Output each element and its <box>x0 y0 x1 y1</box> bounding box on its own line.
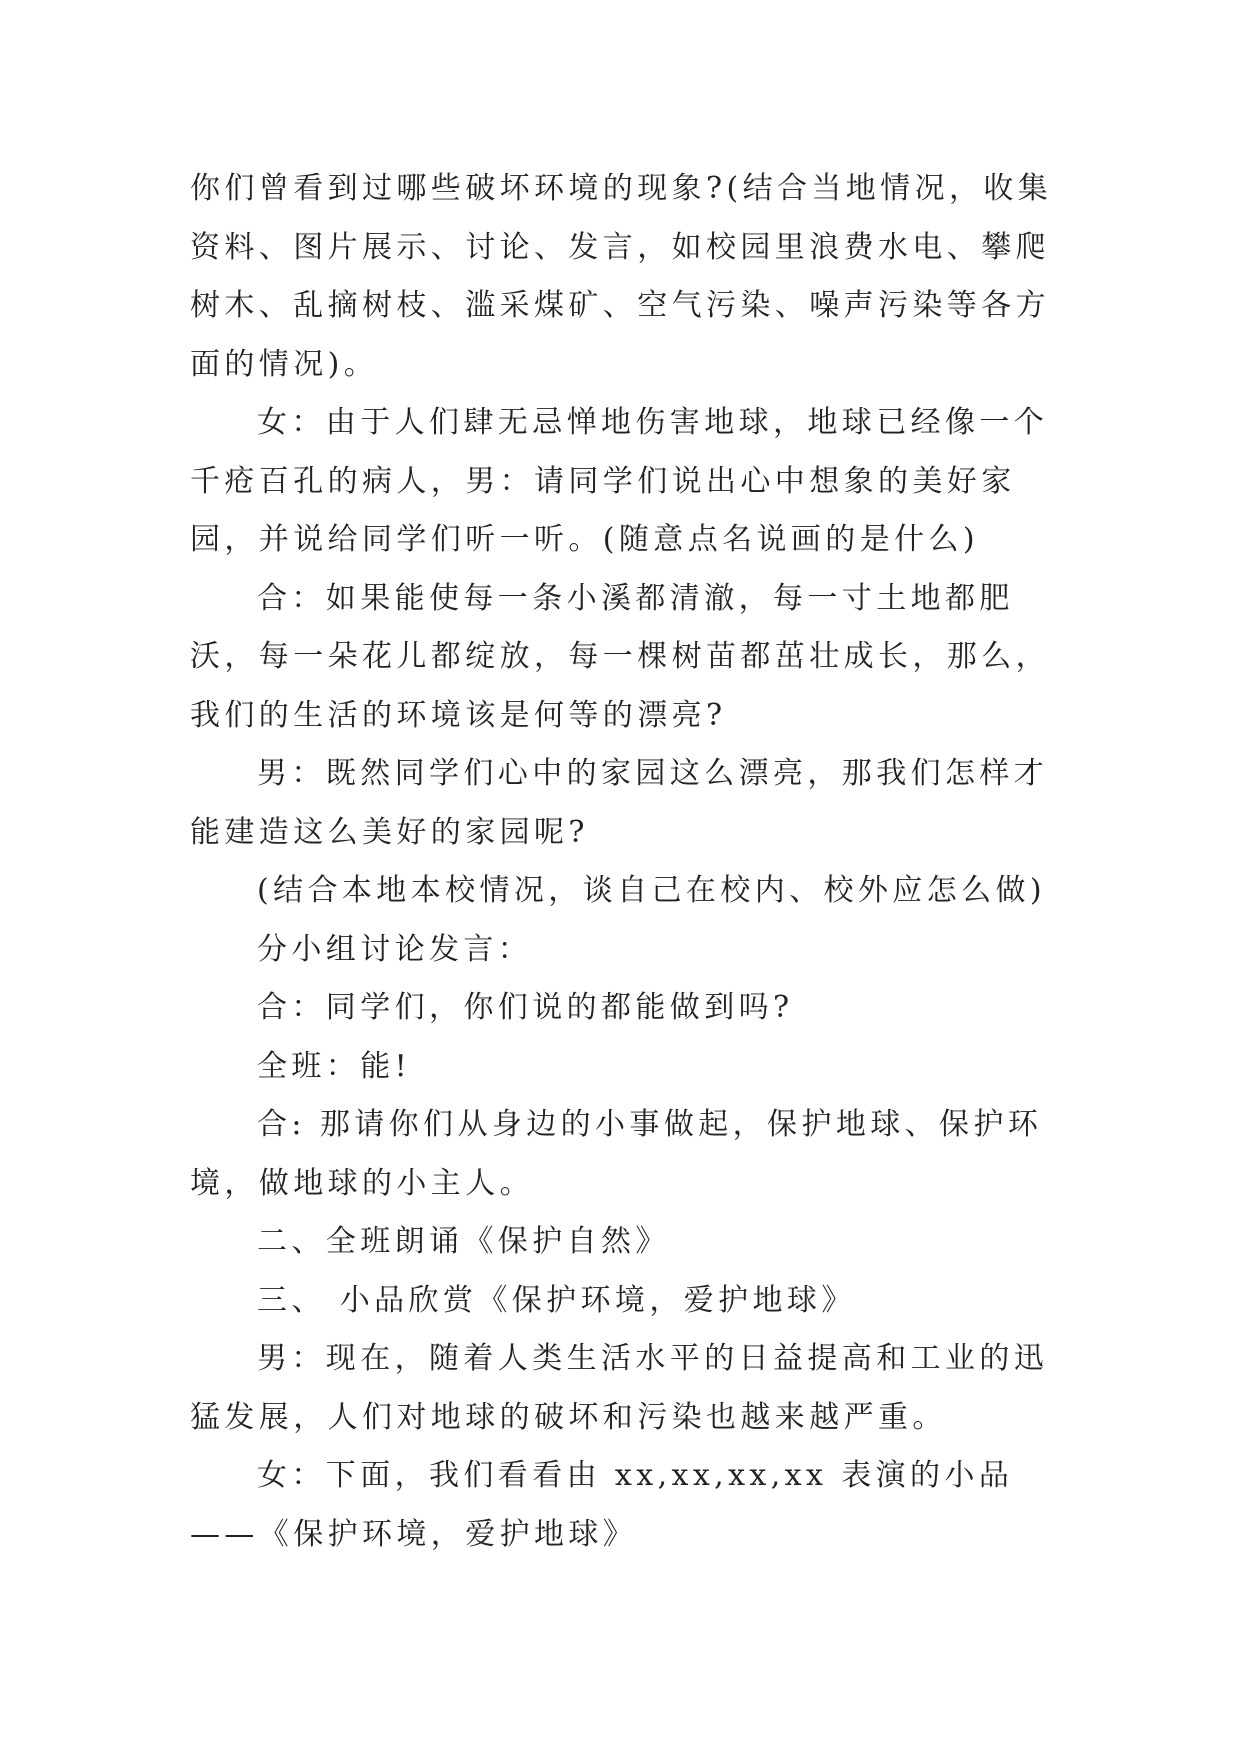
paragraph-11: 三、 小品欣赏《保护环境，爱护地球》 <box>257 1282 856 1318</box>
paragraph-8: 全班：能! <box>257 1048 412 1084</box>
paragraph-4: 男：既然同学们心中的家园这么漂亮，那我们怎样才能建造这么美好的家园呢? <box>190 756 1049 850</box>
paragraph-10: 二、全班朗诵《保护自然》 <box>257 1224 670 1259</box>
paragraph-5: (结合本地本校情况，谈自己在校内、校外应怎么做) <box>257 873 1047 908</box>
paragraph-6: 分小组讨论发言： <box>257 931 533 967</box>
paragraph-9: 合: 那请你们从身边的小事做起，保护地球、保护环境，做地球的小主人。 <box>190 1107 1043 1201</box>
paragraph-7: 合：同学们，你们说的都能做到吗? <box>257 990 794 1025</box>
paragraph-3: 合：如果能使每一条小溪都清澈，每一寸土地都肥沃，每一朵花儿都绽放，每一棵树苗都茁壮成长，那么，我们的生活的环境该是何等的漂亮? <box>190 580 1050 733</box>
paragraph-2: 女：由于人们肆无忌惮地伤害地球，地球已经像一个千疮百孔的病人，男：请同学们说出心中想象的美好家园，并说给同学们听一听。(随意点名说画的是什么) <box>190 405 1049 557</box>
paragraph-13: 女：下面，我们看看由 xx,xx,xx,xx 表演的小品——《保护环境，爱护地球》 <box>190 1458 1014 1552</box>
paragraph-12: 男：现在，随着人类生活水平的日益提高和工业的迅猛发展，人们对地球的破坏和污染也越来越严重。 <box>190 1341 1049 1435</box>
paragraph-1: 你们曾看到过哪些破坏环境的现象?(结合当地情况，收集资料、图片展示、讨论、发言，如校园里浪费水电、攀爬树木、乱摘树枝、滥采煤矿、空气污染、噪声污染等各方面的情况)。 <box>190 171 1053 382</box>
document-body <box>190 160 1070 1564</box>
